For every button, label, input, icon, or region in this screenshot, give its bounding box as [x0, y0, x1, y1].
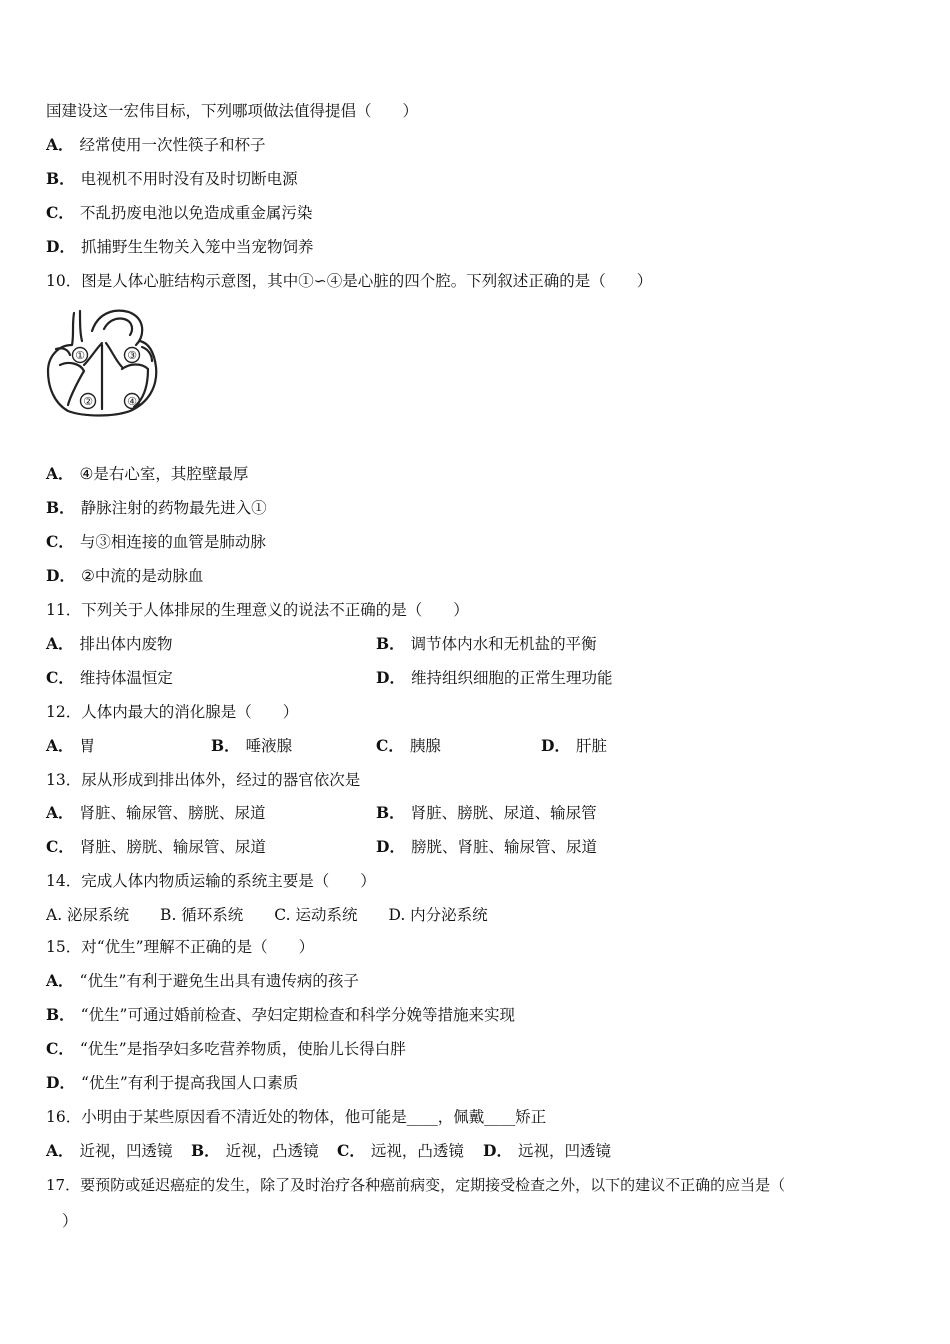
- q16-option-c[interactable]: C． 远视，凸透镜: [337, 1141, 464, 1160]
- q12-stem: 12．人体内最大的消化腺是（ ）: [46, 703, 299, 721]
- q17-stem-continuation: ）: [62, 1212, 78, 1230]
- q16-option-a[interactable]: A． 近视，凹透镜: [46, 1141, 173, 1160]
- q15-option-a[interactable]: A． “优生”有利于避免生出具有遗传病的孩子: [46, 971, 359, 990]
- q12-option-d[interactable]: D． 肝脏: [541, 736, 607, 755]
- q11-option-b[interactable]: B． 调节体内水和无机盐的平衡: [376, 634, 597, 653]
- q15-option-d[interactable]: D． “优生”有利于提高我国人口素质: [46, 1073, 299, 1092]
- q12-option-b[interactable]: B． 唾液腺: [211, 736, 293, 755]
- q10-option-b[interactable]: B． 静脉注射的药物最先进入①: [46, 498, 267, 517]
- q13-option-c[interactable]: C． 肾脏、膀胱、输尿管、尿道: [46, 837, 266, 856]
- q16-option-b[interactable]: B． 近视，凸透镜: [191, 1141, 319, 1160]
- q15-option-b[interactable]: B． “优生”可通过婚前检查、孕妇定期检查和科学分娩等措施来实现: [46, 1005, 515, 1024]
- q17-stem: 17．要预防或延迟癌症的发生，除了及时治疗各种癌前病变，定期接受检查之外，以下的建议不正确的应当是（: [46, 1176, 786, 1194]
- q15-stem: 15．对“优生”理解不正确的是（ ）: [46, 938, 315, 956]
- question-9-stem-tail: 国建设这一宏伟目标，下列哪项做法值得提倡（ ）: [46, 102, 419, 120]
- q12-option-a[interactable]: A． 胃: [46, 736, 96, 755]
- q14-stem: 14．完成人体内物质运输的系统主要是（ ）: [46, 872, 376, 890]
- q11-option-d[interactable]: D． 维持组织细胞的正常生理功能: [376, 668, 613, 687]
- q14-options[interactable]: A. 泌尿系统 B. 循环系统 C. 运动系统 D. 内分泌系统: [46, 906, 488, 924]
- q9-option-c[interactable]: C． 不乱扔废电池以免造成重金属污染: [46, 203, 313, 222]
- q13-stem: 13．尿从形成到排出体外，经过的器官依次是: [46, 771, 361, 789]
- q10-option-c[interactable]: C． 与③相连接的血管是肺动脉: [46, 532, 266, 551]
- chamber-3-label: ③: [127, 349, 137, 362]
- q11-option-a[interactable]: A． 排出体内废物: [46, 634, 173, 653]
- chamber-2-label: ②: [83, 395, 93, 408]
- q9-option-d[interactable]: D． 抓捕野生生物关入笼中当宠物饲养: [46, 237, 314, 256]
- q10-option-a[interactable]: A． ④是右心室，其腔壁最厚: [46, 464, 249, 483]
- aortic-arch: [92, 311, 142, 345]
- q12-option-c[interactable]: C． 胰腺: [376, 736, 441, 755]
- q11-stem: 11．下列关于人体排尿的生理意义的说法不正确的是（ ）: [46, 601, 469, 619]
- chamber-4-label: ④: [127, 395, 137, 408]
- q15-option-c[interactable]: C． “优生”是指孕妇多吃营养物质，使胎儿长得白胖: [46, 1039, 406, 1058]
- q11-option-c[interactable]: C． 维持体温恒定: [46, 668, 173, 687]
- q16-option-d[interactable]: D． 远视，凹透镜: [483, 1141, 611, 1160]
- q16-stem: 16．小明由于某些原因看不清近处的物体，他可能是____，佩戴____矫正: [46, 1108, 547, 1126]
- pulmonary-trunk: [104, 318, 132, 335]
- q13-option-d[interactable]: D． 膀胱、肾脏、输尿管、尿道: [376, 837, 597, 856]
- q9-option-a[interactable]: A． 经常使用一次性筷子和杯子: [46, 135, 266, 154]
- q10-stem: 10．图是人体心脏结构示意图，其中①∽④是心脏的四个腔。下列叙述正确的是（ ）: [46, 272, 653, 290]
- q13-option-a[interactable]: A． 肾脏、输尿管、膀胱、尿道: [46, 803, 266, 822]
- vena-cava-left: [80, 311, 82, 341]
- chamber-1-label: ①: [75, 349, 85, 362]
- q10-option-d[interactable]: D． ②中流的是动脉血: [46, 566, 204, 585]
- heart-diagram: [44, 305, 162, 417]
- q9-option-b[interactable]: B． 电视机不用时没有及时切断电源: [46, 169, 298, 188]
- q13-option-b[interactable]: B． 肾脏、膀胱、尿道、输尿管: [376, 803, 597, 822]
